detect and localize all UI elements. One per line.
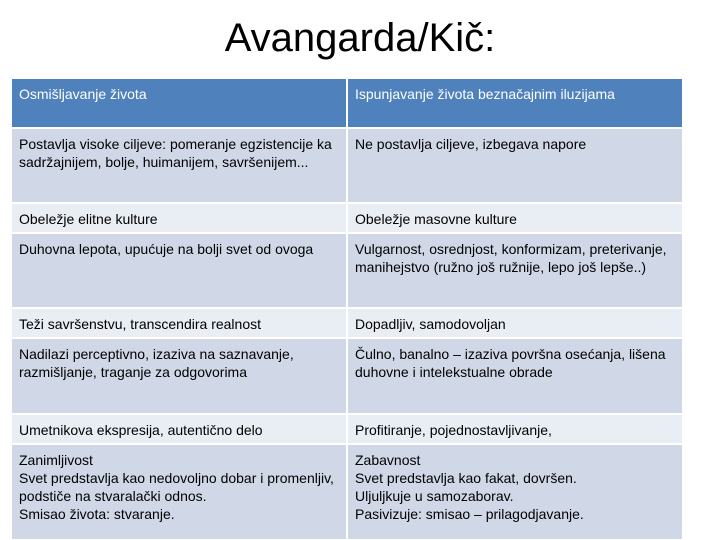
cell-kic (347, 233, 683, 308)
cell-kic (347, 308, 683, 338)
cell-text: Umetnikova ekspresija, autentično delo (19, 422, 263, 438)
cell-avangarda (12, 233, 347, 308)
header-kic: Ispunjavanje života beznačajnim iluzijama (347, 79, 683, 128)
cell-kic (347, 128, 683, 203)
table-row (12, 233, 683, 308)
table-header-row (12, 79, 683, 128)
cell-text: Nadilazi perceptivno, izaziva na saznavanje, razmišljanje, traganje za odgovorima (19, 346, 294, 380)
cell-text: Duhovna lepota, upućuje na bolji svet od ovoga (19, 241, 314, 257)
table-row (12, 203, 683, 233)
cell-text: Zanimljivost Svet predstavlja kao nedovoljno dobar i promenljiv, podstiče na stvaralački odnos. Smisao života: stvaranje. (19, 452, 334, 522)
table-row (12, 444, 683, 540)
cell-kic (347, 444, 683, 540)
header-avangarda: Osmišljavanje života (12, 79, 347, 128)
slide-title: Avangarda/Kič: (224, 16, 496, 60)
cell-text: Obeležje elitne kulture (19, 211, 158, 227)
table-row (12, 128, 683, 203)
cell-avangarda (12, 444, 347, 540)
cell-text: Zabavnost Svet predstavlja kao fakat, dovršen. Uljuljkuje u samozaborav. Pasivizuje: smisao – prilagodjavanje. (355, 452, 584, 522)
cell-kic (347, 203, 683, 233)
cell-text: Ne postavlja ciljeve, izbegava napore (355, 136, 587, 152)
comparison-table (12, 79, 684, 540)
cell-avangarda (12, 338, 347, 414)
cell-text: Čulno, banalno – izaziva površna osećanja, lišena duhovne i intelekstualne obrade (355, 346, 666, 380)
cell-avangarda (12, 308, 347, 338)
table-row (12, 308, 683, 338)
cell-avangarda (12, 128, 347, 203)
cell-kic (347, 414, 683, 444)
cell-text: Teži savršenstvu, transcendira realnost (19, 316, 261, 332)
cell-text: Obeležje masovne kulture (355, 211, 517, 227)
cell-text: Dopadljiv, samodovoljan (355, 316, 506, 332)
table-row (12, 338, 683, 414)
cell-text: Profitiranje, pojednostavljivanje, (355, 422, 552, 438)
cell-kic (347, 338, 683, 414)
cell-avangarda (12, 203, 347, 233)
cell-avangarda (12, 414, 347, 444)
cell-text: Postavlja visoke ciljeve: pomeranje egzistencije ka sadržajnijem, bolje, huimanijem, savršenijem... (19, 136, 332, 170)
table-row (12, 414, 683, 444)
cell-text: Vulgarnost, osrednjost, konformizam, preterivanje, manihejstvo (ružno još ružnije, lepo još lepše..) (355, 241, 667, 275)
